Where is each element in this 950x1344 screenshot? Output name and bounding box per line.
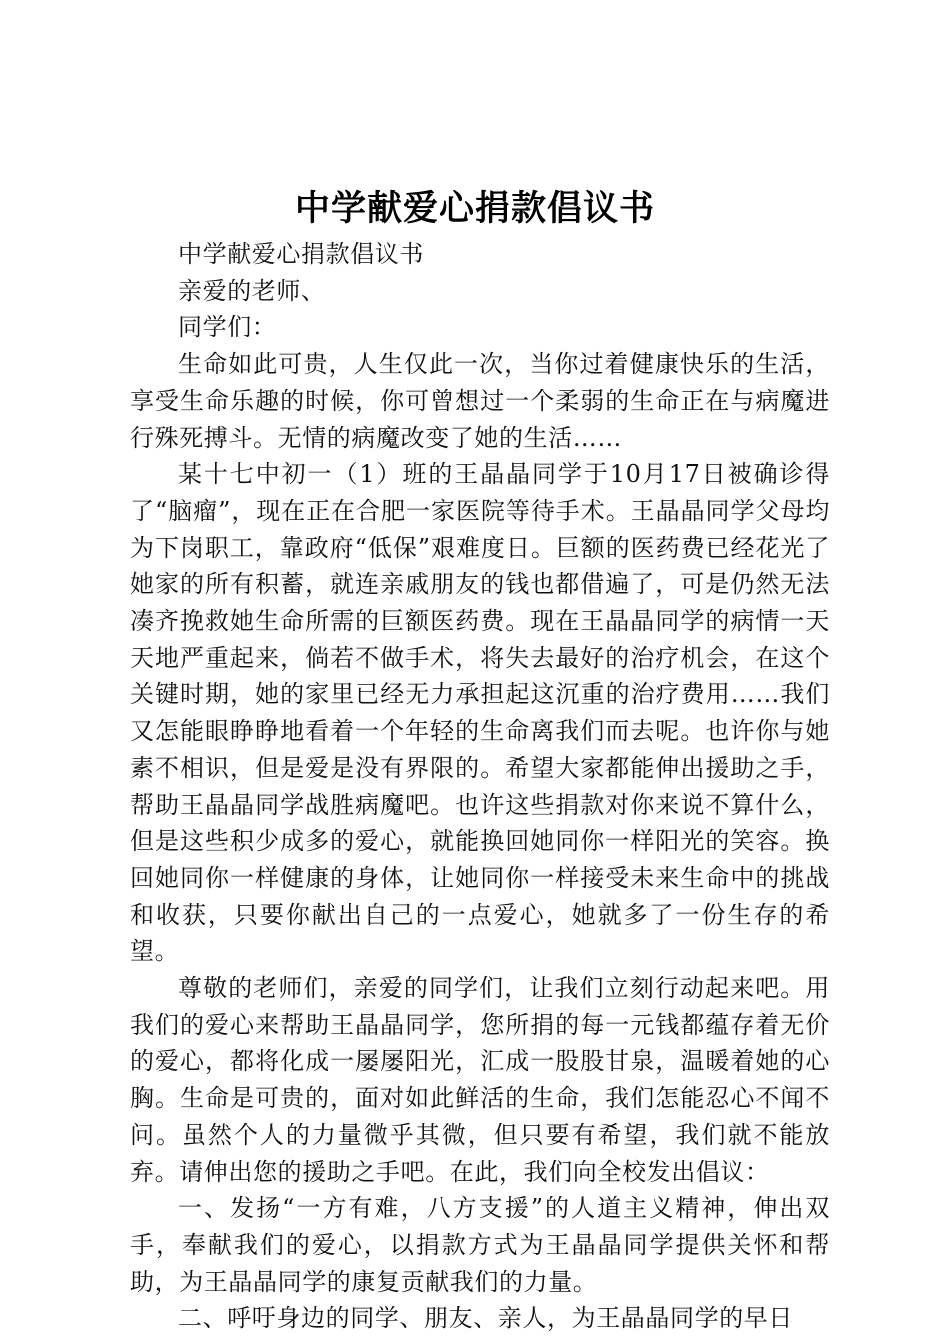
paragraph-proposal-two: 二、呼吁身边的同学、朋友、亲人，为王晶晶同学的早日 xyxy=(178,1304,793,1333)
paragraph-salutation-students: 同学们： xyxy=(178,313,277,342)
paragraph-salutation-teachers: 亲爱的老师、 xyxy=(178,276,326,305)
paragraph-appeal: 尊敬的老师们，亲爱的同学们，让我们立刻行动起来吧。用我们的爱心来帮助王晶晶同学，您所捐的每一元钱都蕴存着无价的爱心，都将化成一屡屡阳光，汇成一股股甘泉，温暖着她的心胸。生命是可贵的，面对如此鲜活的生命，我们怎能忍心不闻不问。虽然个人的力量微乎其微，但只要有希望，我们就不能放弃。请伸出您的援助之手吧。在此，我们向全校发出倡议： xyxy=(130,974,830,1186)
paragraph-intro: 生命如此可贵，人生仅此一次，当你过着健康快乐的生活，享受生命乐趣的时候，你可曾想过一个柔弱的生命正在与病魔进行殊死搏斗。无情的病魔改变了她的生活…… xyxy=(130,350,830,452)
document-title: 中学献爱心捐款倡议书 xyxy=(294,189,655,229)
paragraph-story: 某十七中初一（1）班的王晶晶同学于10月17日被确诊得了“脑瘤”，现在正在合肥一家医院等待手术。王晶晶同学父母均为下岗职工，靠政府“低保”艰难度日。巨额的医药费已经花光了她家的所有积蓄，就连亲戚朋友的钱也都借遍了，可是仍然无法凑齐挽救她生命所需的巨额医药费。现在王晶晶同学的病情一天天地严重起来，倘若不做手术，将失去最好的治疗机会，在这个关键时期，她的家里已经无力承担起这沉重的治疗费用……我们又怎能眼睁睁地看着一个年轻的生命离我们而去呢。也许你与她素不相识，但是爱是没有界限的。希望大家都能伸出援助之手，帮助王晶晶同学战胜病魔吧。也许这些捐款对你来说不算什么，但是这些积少成多的爱心，就能换回她同你一样阳光的笑容。换回她同你一样健康的身体，让她同你一样接受未来生命中的挑战和收获，只要你献出自己的一点爱心，她就多了一份生存的希望。 xyxy=(130,460,830,966)
document-body xyxy=(130,236,830,1337)
paragraph-proposal-one: 一、发扬“一方有难，八方支援”的人道主义精神，伸出双手，奉献我们的爱心，以捐款方式为王晶晶同学提供关怀和帮助，为王晶晶同学的康复贡献我们的力量。 xyxy=(130,1194,830,1296)
paragraph-heading-repeat: 中学献爱心捐款倡议书 xyxy=(178,240,424,268)
